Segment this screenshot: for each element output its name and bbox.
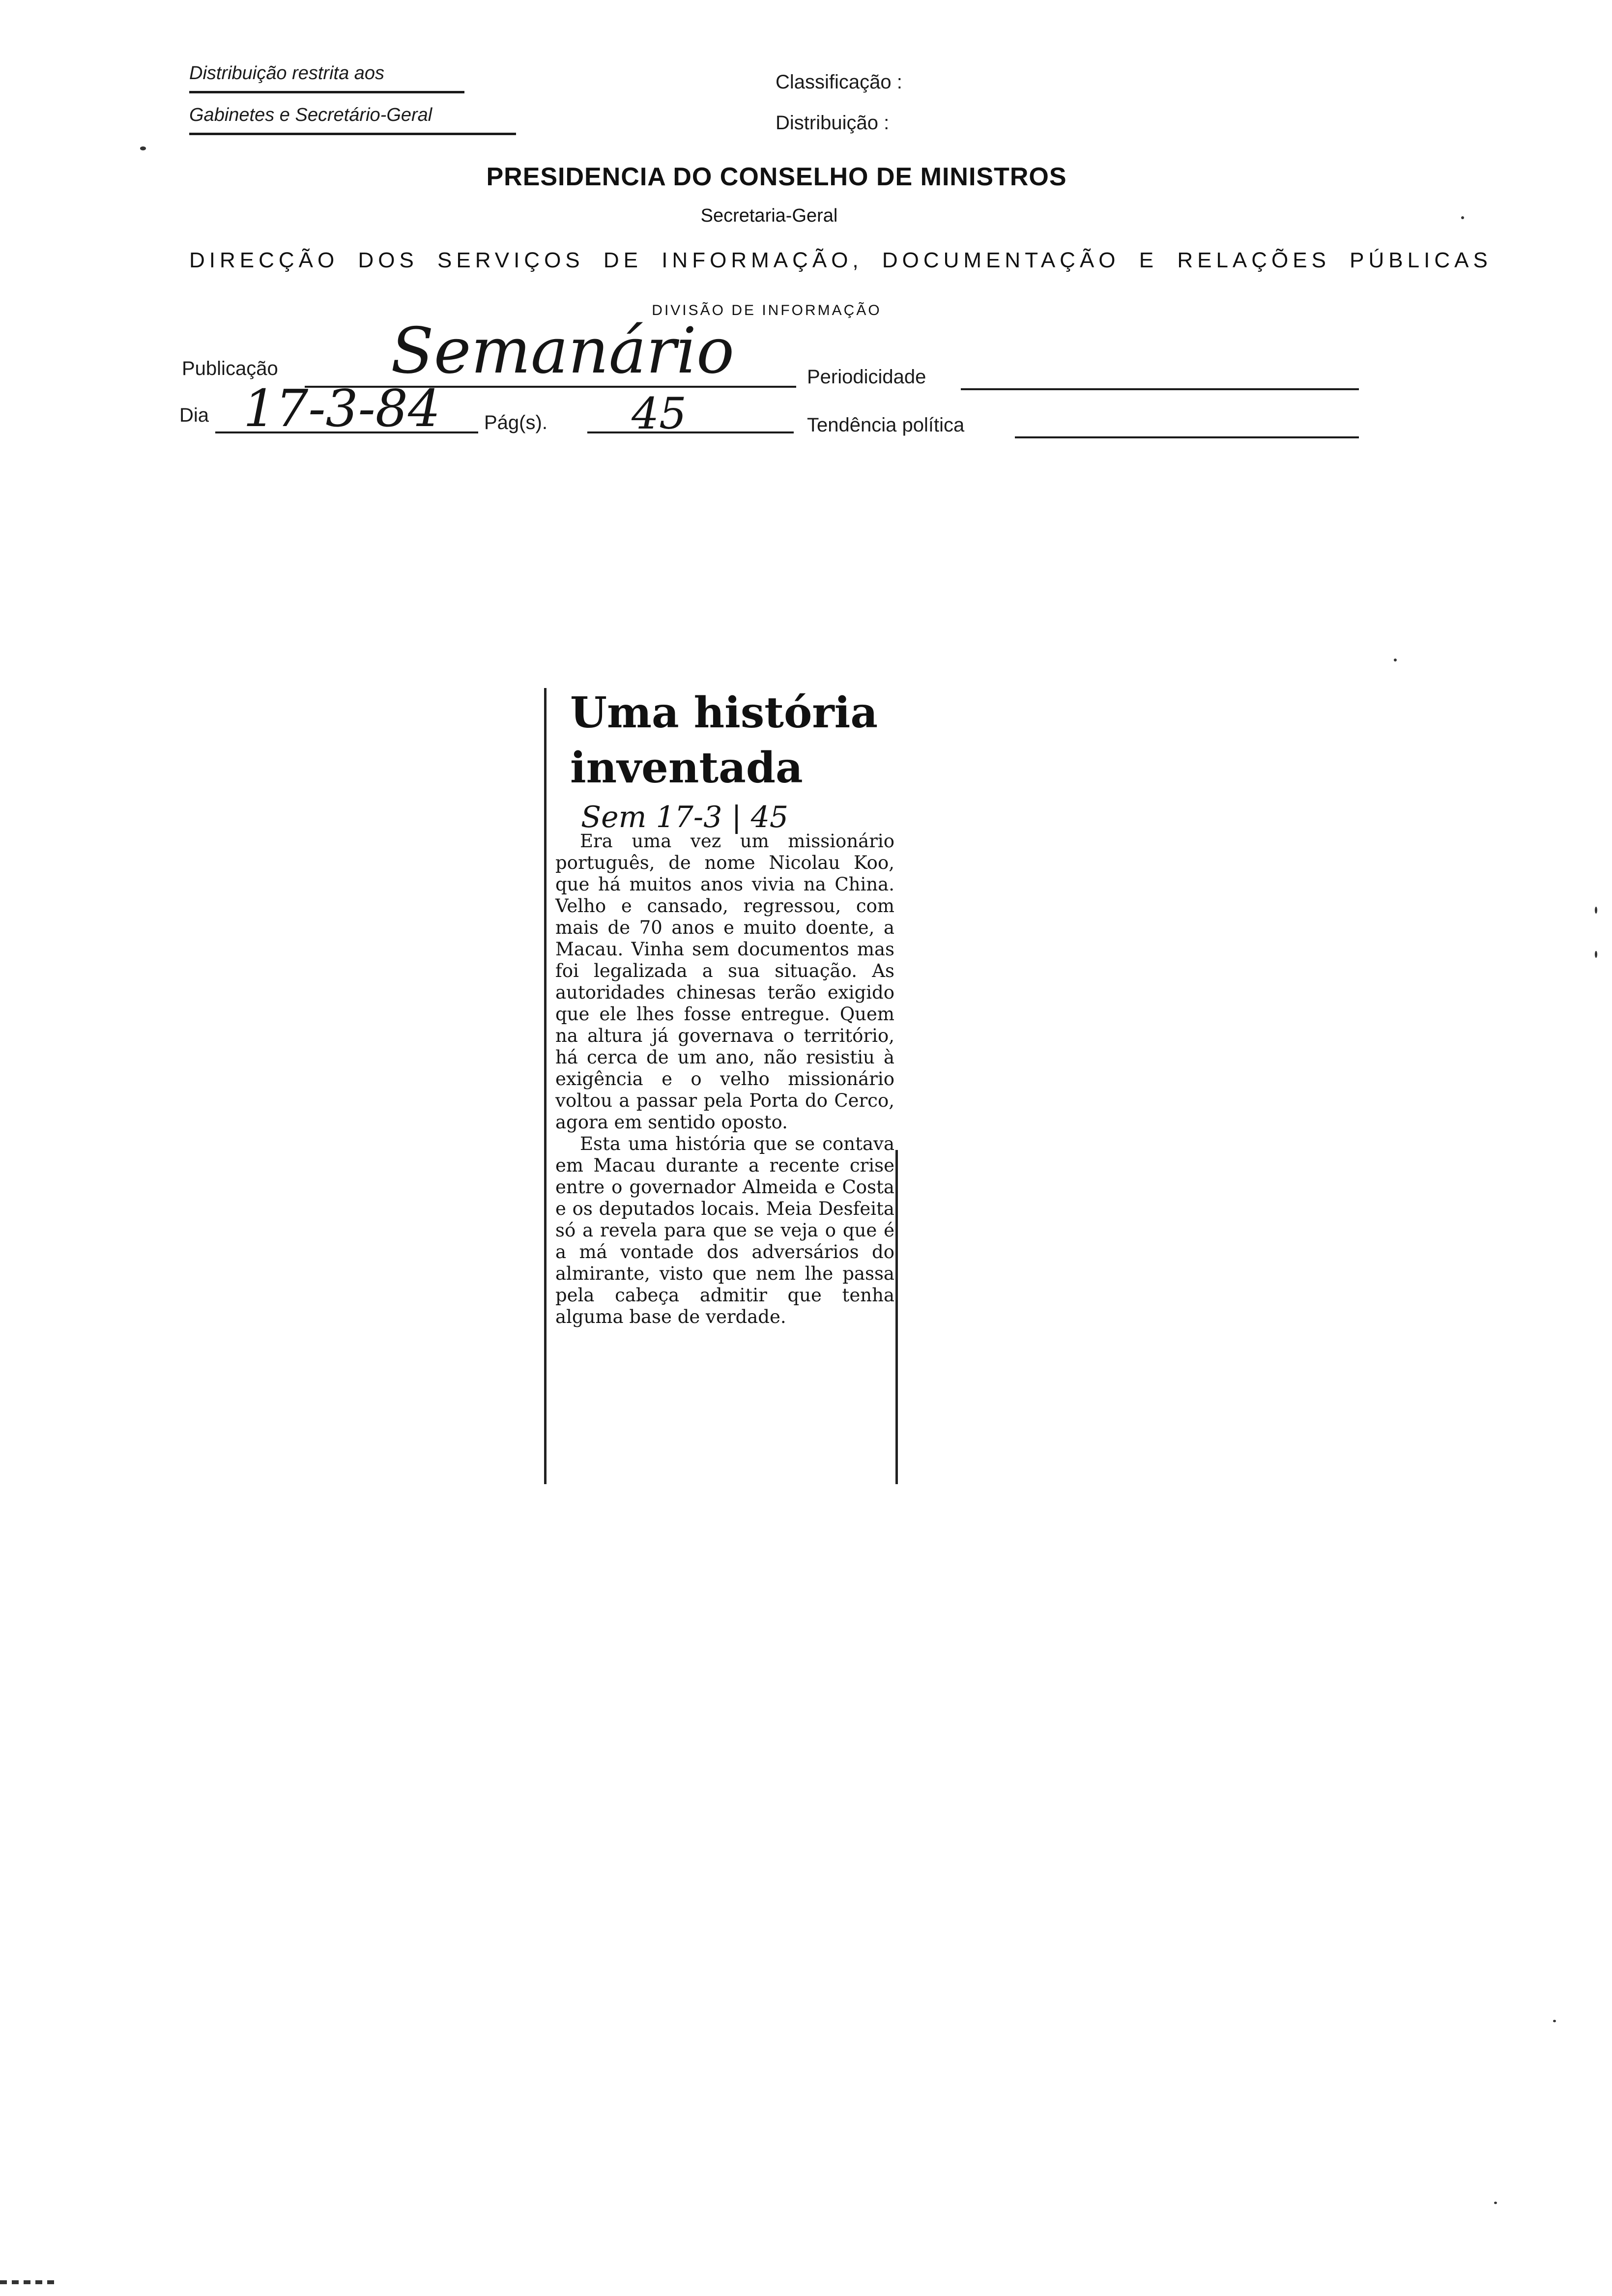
dia-handwritten-value: 17-3-84 <box>243 378 441 438</box>
scan-speck <box>1494 2202 1497 2204</box>
letterhead-subtitle: Secretaria-Geral <box>700 205 838 226</box>
tendencia-line <box>1015 436 1359 438</box>
publicacao-label: Publicação <box>182 358 278 379</box>
periodicidade-line <box>961 388 1359 390</box>
scan-speck <box>1595 907 1597 914</box>
scan-speck <box>1394 659 1397 661</box>
periodicidade-label: Periodicidade <box>807 366 926 388</box>
scan-speck <box>1461 216 1464 219</box>
restricted-underline-1 <box>189 91 464 93</box>
clipping-left-border <box>544 688 547 1484</box>
clipping-paragraph-1: Era uma vez um missionário português, de nome Nicolau Koo, que há muitos anos vivia na China. Velho e cansado, regressou, com mais de 70 anos e muito doente, a Macau. Vinha sem documentos mas foi legalizada a sua situação. As autoridades chinesas terão exigido que ele lhes fosse entregue. Quem na altura já governava o território, há cerca de um ano, não resistiu à exigência e o velho missionário voltou a passar pela Porta do Cerco, agora em sentido oposto. <box>555 831 894 1133</box>
restricted-distribution-line1: Distribuição restrita aos <box>189 63 385 84</box>
clipping-paragraph-2: Esta uma história que se contava em Macau durante a recente crise entre o governador Almeida e Costa e os deputados locais. Meia Desfeita só a revela para que se veja o que é a má vontade dos adversários do almirante, visto que nem lhe passa pela cabeça admitir que tenha alguma base de verdade. <box>555 1133 894 1327</box>
scan-speck <box>1553 2020 1556 2022</box>
restricted-underline-2 <box>189 133 516 135</box>
publicacao-handwritten-value: Semanário <box>391 315 735 388</box>
scan-speck <box>140 146 146 150</box>
tendencia-label: Tendência política <box>807 414 965 436</box>
letterhead-title: PRESIDENCIA DO CONSELHO DE MINISTROS <box>486 163 1067 191</box>
clipping-headline: Uma história inventada <box>570 688 878 793</box>
pags-label: Pág(s). <box>484 412 547 433</box>
letterhead-direccao: DIRECÇÃO DOS SERVIÇOS DE INFORMAÇÃO, DOCUMENTAÇÃO E RELAÇÕES PÚBLICAS <box>189 248 1492 272</box>
scan-edge-marks <box>0 2280 54 2284</box>
restricted-distribution-line2: Gabinetes e Secretário-Geral <box>189 105 432 125</box>
classificacao-label: Classificação : <box>776 71 902 93</box>
dia-label: Dia <box>179 404 209 426</box>
clipping-body <box>555 831 894 1328</box>
distribuicao-label: Distribuição : <box>776 112 890 134</box>
pags-line <box>587 431 794 433</box>
scan-speck <box>1595 951 1597 958</box>
clipping-right-border <box>895 1150 898 1484</box>
letterhead-divisao: DIVISÃO DE INFORMAÇÃO <box>652 302 882 318</box>
clipping-handwritten-note: Sem 17-3 | 45 <box>581 800 789 834</box>
pags-handwritten-value: 45 <box>632 388 687 439</box>
